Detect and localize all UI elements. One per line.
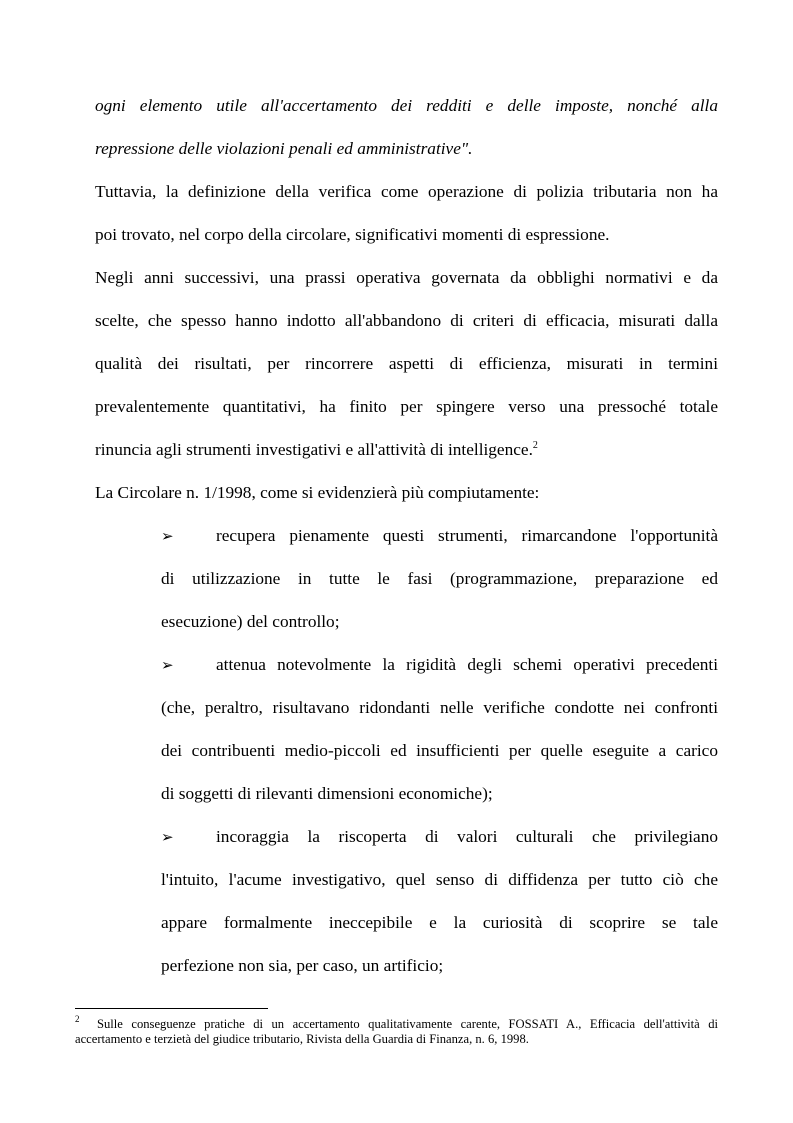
footnote-line: accertamento e terzietà del giudice tributario, Rivista della Guardia di Finanza, n. 6, 1998. [75, 1032, 529, 1046]
footnote-reference[interactable]: 2 [532, 440, 538, 452]
list-item-text: recupera pienamente questi strumenti, rimarcandone l'opportunità [216, 526, 718, 545]
quote-line: repressione delle violazioni penali ed amministrative". [95, 139, 473, 158]
arrow-bullet-icon: ➢ [161, 656, 174, 674]
list-item-line: dei contribuenti medio-piccoli ed insufficienti per quelle eseguite a carico [161, 741, 718, 760]
list-item-line: l'intuito, l'acume investigativo, quel senso di diffidenza per tutto ciò che [161, 870, 718, 889]
list-item-line: esecuzione) del controllo; [161, 612, 340, 631]
paragraph-text: rinuncia agli strumenti investigativi e all'attività di intelligence. [95, 440, 533, 459]
paragraph-line: scelte, che spesso hanno indotto all'abbandono di criteri di efficacia, misurati dalla [95, 311, 718, 330]
quote-line: ogni elemento utile all'accertamento dei redditi e delle imposte, nonché alla [95, 96, 718, 115]
footnote-number: 2 [75, 1014, 80, 1024]
list-item-text: attenua notevolmente la rigidità degli schemi operativi precedenti [216, 655, 718, 674]
paragraph-line: Negli anni successivi, una prassi operativa governata da obblighi normativi e da [95, 268, 718, 287]
footnote-line: Sulle conseguenze pratiche di un accertamento qualitativamente carente, FOSSATI A., Efficacia dell'attività di [97, 1017, 718, 1031]
paragraph-line: poi trovato, nel corpo della circolare, significativi momenti di espressione. [95, 225, 610, 244]
arrow-bullet-icon: ➢ [161, 527, 174, 545]
list-item-line: perfezione non sia, per caso, un artificio; [161, 956, 444, 975]
footnote-separator [75, 1008, 268, 1009]
paragraph-line: La Circolare n. 1/1998, come si evidenzierà più compiutamente: [95, 483, 540, 502]
list-item-line: di utilizzazione in tutte le fasi (programmazione, preparazione ed [161, 569, 718, 588]
paragraph-line: Tuttavia, la definizione della verifica come operazione di polizia tributaria non ha [95, 182, 718, 201]
arrow-bullet-icon: ➢ [161, 828, 174, 846]
list-item-text: incoraggia la riscoperta di valori culturali che privilegiano [216, 827, 718, 846]
paragraph-line [95, 440, 718, 460]
list-item-line: (che, peraltro, risultavano ridondanti nelle verifiche condotte nei confronti [161, 698, 718, 717]
list-item-line: appare formalmente ineccepibile e la curiosità di scoprire se tale [161, 913, 718, 932]
paragraph-line: prevalentemente quantitativi, ha finito per spingere verso una pressoché totale [95, 397, 718, 416]
paragraph-line: qualità dei risultati, per rincorrere aspetti di efficienza, misurati in termini [95, 354, 718, 373]
list-item-line: di soggetti di rilevanti dimensioni economiche); [161, 784, 493, 803]
